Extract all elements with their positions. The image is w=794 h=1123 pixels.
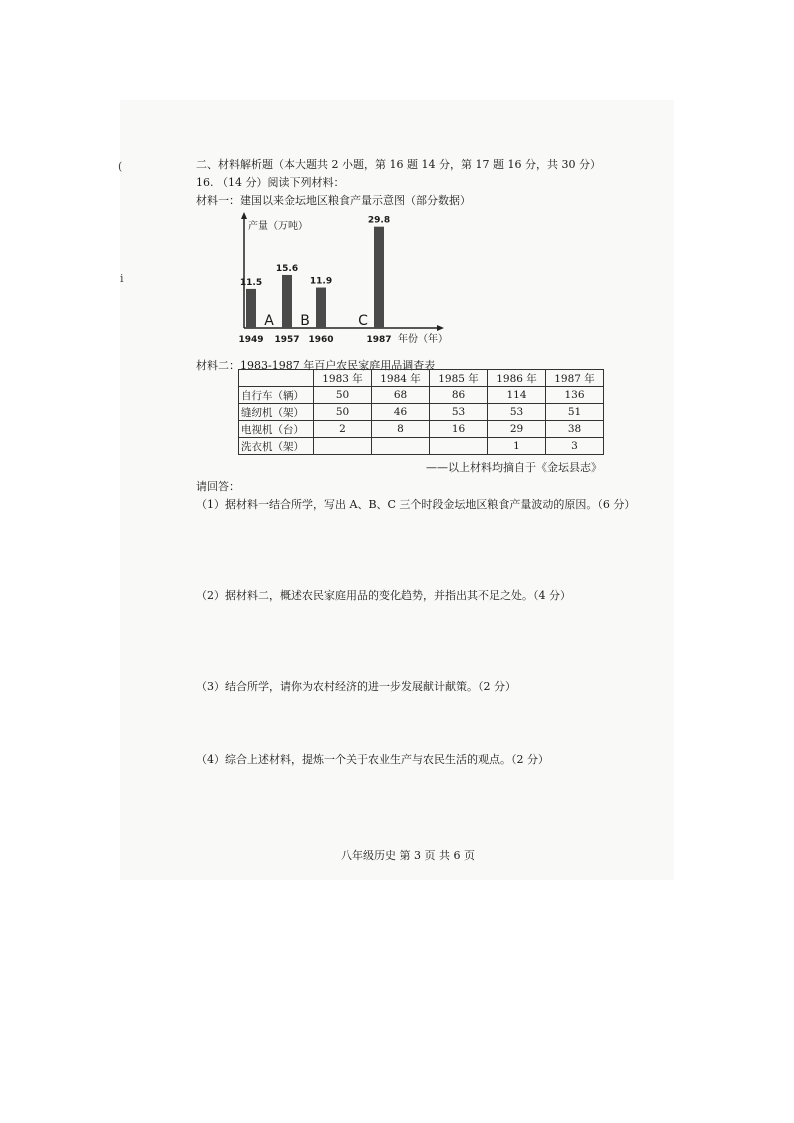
bar <box>316 288 326 328</box>
section-heading: 二、材料解析题（本大题共 2 小题，第 16 题 14 分，第 17 题 16 分，共 30 分） <box>196 158 601 171</box>
question-1: （1）据材料一结合所学，写出 A、B、C 三个时段金坛地区粮食产量波动的原因。（6 分） <box>196 498 636 511</box>
x-tick-label: 1987 <box>366 335 392 345</box>
table-cell <box>430 438 488 455</box>
question-2: （2）据材料二，概述农民家庭用品的变化趋势，并指出其不足之处。（4 分） <box>196 589 571 602</box>
row-label: 电视机（台） <box>239 421 314 438</box>
table-cell: 29 <box>488 421 546 438</box>
bar <box>282 275 292 328</box>
table-header-cell: 1985 年 <box>430 370 488 387</box>
grain-output-chart <box>234 210 454 350</box>
margin-mark: ( <box>118 160 123 173</box>
question-16-intro: 16. （14 分）阅读下列材料： <box>196 176 345 189</box>
table-cell: 53 <box>488 404 546 421</box>
bar-value-label: 11.5 <box>239 277 263 288</box>
bar <box>374 227 384 328</box>
bar <box>246 289 256 328</box>
table-cell <box>372 438 430 455</box>
chart-svg <box>234 210 454 350</box>
material-1-title: 材料一：建国以来金坛地区粮食产量示意图（部分数据） <box>196 194 471 207</box>
table-cell: 53 <box>430 404 488 421</box>
table-cell: 136 <box>546 387 604 404</box>
bar-group <box>238 216 391 345</box>
x-axis-label: 年份（年） <box>398 334 448 345</box>
source-note: ——以上材料均摘自于《金坛县志》 <box>426 461 602 474</box>
period-label: A <box>264 313 274 329</box>
row-label: 自行车（辆） <box>239 387 314 404</box>
table-cell: 50 <box>314 404 372 421</box>
table-header-cell <box>239 370 314 387</box>
table-row <box>239 438 604 455</box>
table-cell: 8 <box>372 421 430 438</box>
period-label: C <box>358 313 368 329</box>
table-cell: 2 <box>314 421 372 438</box>
x-axis-arrow <box>437 325 444 331</box>
table-header-row <box>239 370 604 387</box>
table-cell: 51 <box>546 404 604 421</box>
question-4: （4）综合上述材料，提炼一个关于农业生产与农民生活的观点。（2 分） <box>196 753 549 766</box>
x-tick-label: 1957 <box>274 335 300 345</box>
bar-value-label: 29.8 <box>367 215 391 226</box>
answer-prompt: 请回答： <box>196 480 240 493</box>
table-header-cell: 1984 年 <box>372 370 430 387</box>
table-cell: 1 <box>488 438 546 455</box>
table-header-cell: 1986 年 <box>488 370 546 387</box>
table-header-cell: 1987 年 <box>546 370 604 387</box>
table-cell: 3 <box>546 438 604 455</box>
page-footer: 八年级历史 第 3 页 共 6 页 <box>341 849 475 862</box>
table-cell: 86 <box>430 387 488 404</box>
table-cell: 68 <box>372 387 430 404</box>
row-label: 洗衣机（架） <box>239 438 314 455</box>
table-cell: 16 <box>430 421 488 438</box>
bar-value-label: 11.9 <box>309 276 333 287</box>
y-axis-arrow <box>241 212 247 219</box>
table-row <box>239 404 604 421</box>
question-3: （3）结合所学，请你为农村经济的进一步发展献计献策。（2 分） <box>196 680 516 693</box>
table-cell: 114 <box>488 387 546 404</box>
margin-mark: i <box>120 272 124 285</box>
material-2-title: 材料二：1983-1987 年百户农民家庭用品调查表 <box>196 359 436 372</box>
household-goods-table <box>238 369 604 455</box>
table-cell: 46 <box>372 404 430 421</box>
table-row <box>239 421 604 438</box>
table-cell <box>314 438 372 455</box>
bar-value-label: 15.6 <box>275 263 299 274</box>
x-tick-label: 1960 <box>308 335 334 345</box>
y-axis-label: 产量（万吨） <box>248 221 308 232</box>
table-header-cell: 1983 年 <box>314 370 372 387</box>
table-row <box>239 387 604 404</box>
table-cell: 50 <box>314 387 372 404</box>
x-tick-label: 1949 <box>238 335 264 345</box>
row-label: 缝纫机（架） <box>239 404 314 421</box>
period-label: B <box>300 313 310 329</box>
table-cell: 38 <box>546 421 604 438</box>
